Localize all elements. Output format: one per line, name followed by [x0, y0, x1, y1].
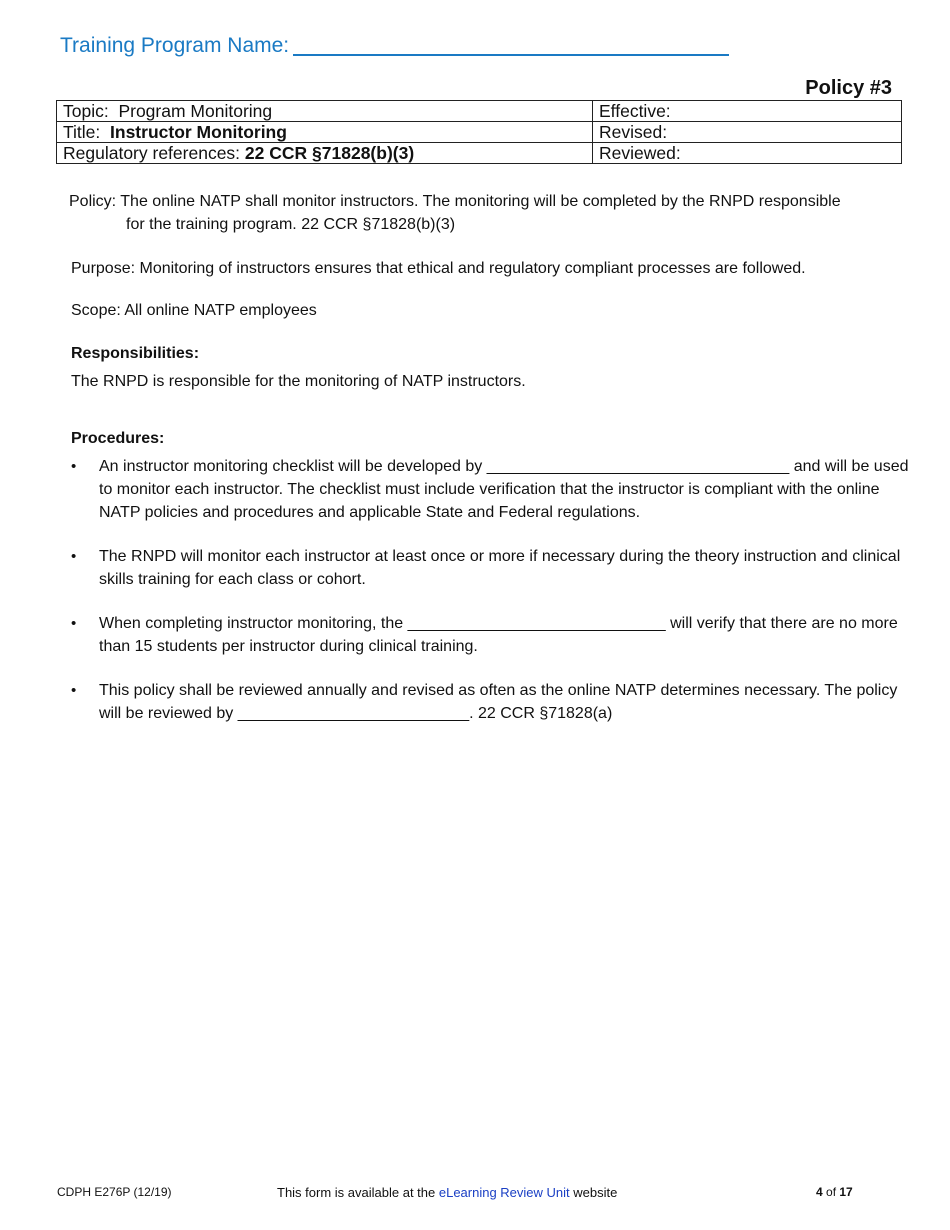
- policy-info-table: [56, 100, 902, 164]
- policy-line-2: for the training program. 22 CCR §71828(b)(3): [126, 216, 456, 233]
- responsibilities-text: The RNPD is responsible for the monitoring of NATP instructors.: [71, 373, 526, 390]
- topic-cell: [57, 101, 593, 122]
- reviewed-label: Reviewed:: [599, 143, 681, 163]
- form-availability: [277, 1185, 617, 1200]
- scope-statement: Scope: All online NATP employees: [71, 302, 317, 319]
- table-row: [57, 143, 902, 164]
- procedure-text: When completing instructor monitoring, the: [99, 615, 408, 632]
- title-cell: [57, 122, 593, 143]
- procedure-text: An instructor monitoring checklist will be developed by: [99, 458, 487, 475]
- training-program-name: [60, 32, 729, 58]
- availability-suffix: website: [569, 1185, 618, 1200]
- regulatory-references-label: Regulatory references:: [63, 143, 241, 163]
- procedure-text: This policy shall be reviewed annually and revised as often as the online NATP determines necessary. The policy will be reviewed by: [99, 682, 898, 722]
- list-item: [71, 545, 913, 591]
- policy-statement: [69, 190, 909, 236]
- procedure-text: The RNPD will monitor each instructor at least once or more if necessary during the theory instruction and clinical skills training for each class or cohort.: [99, 548, 901, 588]
- form-id: CDPH E276P (12/19): [57, 1185, 172, 1199]
- revised-cell: [593, 122, 902, 143]
- topic-label: Topic:: [63, 101, 109, 121]
- training-program-name-label: Training Program Name:: [60, 34, 290, 57]
- reviewed-cell: [593, 143, 902, 164]
- elearning-review-unit-link[interactable]: eLearning Review Unit: [438, 1185, 570, 1200]
- topic-value: Program Monitoring: [118, 101, 273, 121]
- regulatory-references-cell: [57, 143, 593, 164]
- procedures-list: [71, 455, 913, 725]
- procedure-text: . 22 CCR §71828(a): [469, 705, 613, 722]
- page-number: [816, 1185, 853, 1199]
- verifier-blank[interactable]: _____________________________: [407, 615, 666, 632]
- list-item: [71, 612, 913, 658]
- reviewer-blank[interactable]: __________________________: [237, 705, 470, 722]
- table-row: [57, 122, 902, 143]
- policy-number: Policy #3: [805, 77, 892, 99]
- table-row: [57, 101, 902, 122]
- list-item: [71, 455, 913, 524]
- availability-prefix: This form is available at the: [277, 1185, 439, 1200]
- purpose-statement: Purpose: Monitoring of instructors ensures that ethical and regulatory compliant processes are followed.: [71, 260, 806, 277]
- effective-label: Effective:: [599, 101, 671, 121]
- page-total: 17: [839, 1185, 853, 1199]
- checklist-developer-blank[interactable]: __________________________________: [486, 458, 790, 475]
- list-item: [71, 679, 913, 725]
- procedures-heading: Procedures:: [71, 430, 165, 447]
- procedure-text: will verify that there are no more than 15 students per instructor during clinical training.: [99, 615, 898, 655]
- revised-label: Revised:: [599, 122, 668, 142]
- page-of: of: [822, 1185, 840, 1199]
- regulatory-references-value: 22 CCR §71828(b)(3): [244, 143, 415, 163]
- procedure-text: and will be used to monitor each instructor. The checklist must include verification that the instructor is compliant with the online NATP policies and procedures and applicable State and Federal regulations.: [99, 458, 909, 521]
- training-program-name-blank[interactable]: [293, 32, 729, 56]
- policy-line-1: Policy: The online NATP shall monitor instructors. The monitoring will be completed by the RNPD responsible: [69, 193, 841, 210]
- page-current: 4: [816, 1185, 823, 1199]
- title-value: Instructor Monitoring: [110, 122, 287, 142]
- effective-cell: [593, 101, 902, 122]
- title-label: Title:: [63, 122, 101, 142]
- responsibilities-heading: Responsibilities:: [71, 345, 200, 362]
